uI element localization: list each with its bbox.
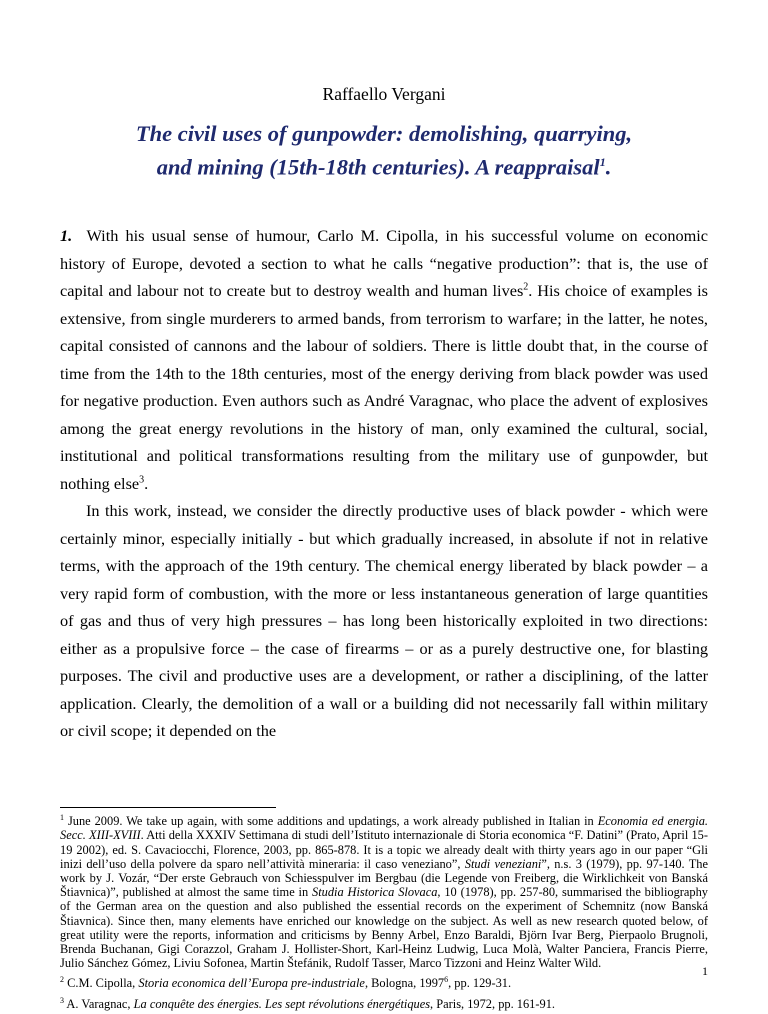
footnote-mark: 1 [60,813,64,822]
paper-title [60,120,708,182]
footnote-text: Studi veneziani [464,856,542,871]
footnote-mark: 3 [60,995,64,1005]
body-text [60,222,708,745]
paragraph-1-part-3: . [144,473,149,493]
footnotes [60,811,708,1014]
footnote-text: , Paris, 1972, pp. 161-91. [430,996,555,1011]
title-footnote-mark: 1 [599,155,606,169]
paragraph-2: In this work, instead, we consider the directly productive uses of black powder - which were certainly minor, especially initially - but which gradually increased, in absolute if not in relative terms, with the approach of the 19th century. The chemical energy liberated by black powder – a very rapid form of combustion, with the more or less instantaneous generation of large quantities of gas and thus of very high pressures – has long been historically exploited in two directions: either as a propulsive force – the case of firearms – or as a purely destructive one, for blasting purposes. The civil and productive uses are a development, or rather a disciplining, of the latter application. Clearly, the demolition of a wall or a building did not necessarily fall within military or civil scope; it depended on the [60,501,708,740]
title-line-2: and mining (15th-18th centuries). A reappraisal [156,154,600,180]
footnote-3 [60,994,708,1011]
title-end: . [605,154,612,180]
title-line-1: The civil uses of gunpowder: demolishing, quarrying, [135,121,633,146]
footnote-separator [60,807,276,808]
footnote-text: A. Varagnac, [66,996,134,1011]
footnote-text: C.M. Cipolla, [67,976,139,991]
footnote-mark: 2 [60,975,64,985]
footnote-text: June 2009. We take up again, with some additions and updatings, a work already published in Italian in [67,814,598,829]
footnote-text: , Bologna, 1997 [364,976,445,991]
footnote-text: . Atti della XXXIV Settimana di studi dell’Istituto internazionale di Storia economica “F. Datini” (Prato, April 15-19 2002), ed. S. Cavaciocchi, Florence, 2003, pp. 865-878. It is a topic we already dealt with thirty years ago in our paper “Gli inizi dell’uso della polvere da sparo nell’attività mineraria: il caso veneziano”, [60,828,708,871]
footnote-2 [60,973,708,990]
footnote-1 [60,811,708,970]
paragraph-1-part-1: With his usual sense of humour, Carlo M. Cipolla, in his successful volume on economic history of Europe, devoted a section to what he calls “negative production”: that is, the use of capital and labour not to create but to destroy wealth and human lives [60,226,709,300]
footnote-text: Storia economica dell’Europa pre-industriale [138,976,365,991]
footnote-text: La conquête des énergies. Les sept révolutions énergétiques [133,996,431,1011]
footnote-text: ”, n.s. 3 (1979), pp. 97-140. The work by J. Vozár, “Der erste Gebrauch von Schiesspulver im Bergbau (die Legende von Freiberg, die Wirklichkeit von Banská Štiavnica)”, published at almost the same time in [60,856,708,900]
paragraph-1 [60,222,708,497]
footnote-text: Economia ed energia. Secc. XIII-XVIII [60,814,708,843]
footnote-text: Studia Historica Slovaca [312,885,438,900]
footnote-ref-3: 3 [139,474,145,486]
author-name: Raffaello Vergani [322,84,446,104]
footnote-ref-2: 2 [523,281,529,293]
section-number: 1. [60,226,73,245]
footnote-text: , pp. 129-31. [448,976,512,991]
paragraph-1-part-2: . His choice of examples is extensive, from single murderers to armed bands, from terrorism to warfare; in the latter, he notes, capital consisted of cannons and the labour of soldiers. There is little doubt that, in the course of time from the 14th to the 18th centuries, most of the energy deriving from black powder was used for negative production. Even authors such as André Varagnac, who place the advent of explosives among the great energy revolutions in the history of man, only examined the cultural, social, institutional and political transformations resulting from the military use of gunpowder, but nothing else [60,281,708,493]
footnote-text: , 10 (1978), pp. 257-80, summarised the bibliography of the German area on the question and also published the essential records on the experiment of Schemnitz (now Banská Štiavnica). Since then, many elements have enriched our knowledge on the subject. As well as new research quoted below, of great utility were the reports, information and criticisms by Benny Arbel, Enzo Baraldi, Björn Ivar Berg, Pierpaolo Brugnoli, Brenda Buchanan, Gigi Corazzol, Graham J. Hollister-Short, Karl-Heinz Ludwig, Luca Molà, Walter Panciera, Francis Pierre, Julio Sánchez Gómez, Liviu Sofonea, Martin Štefánik, Rudolf Tasser, Marco Tizzoni and Heinz Walter Wild. [60,885,708,971]
footnote-text: 6 [444,975,449,985]
page-number: 1 [702,964,708,978]
